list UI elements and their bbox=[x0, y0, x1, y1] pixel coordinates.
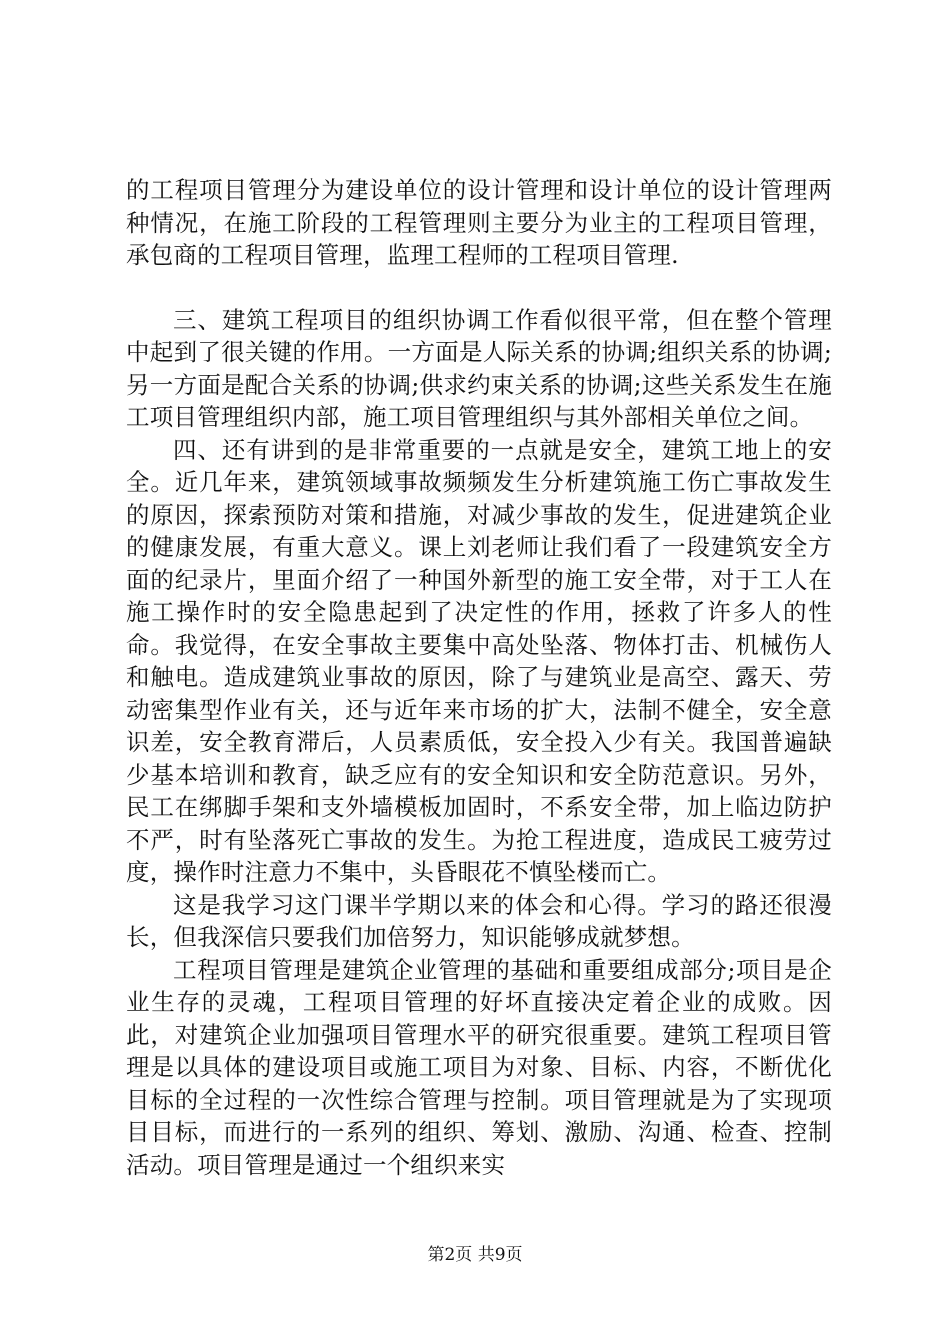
paragraph-continuation: 的工程项目管理分为建设单位的设计管理和设计单位的设计管理两种情况，在施工阶段的工程管理则主要分为业主的工程项目管理，承包商的工程项目管理，监理工程师的工程项目管理. bbox=[126, 176, 832, 269]
paragraph-gap bbox=[126, 272, 832, 304]
paragraph-project-management: 工程项目管理是建筑企业管理的基础和重要组成部分;项目是企业生存的灵魂，工程项目管理的好坏直接决定着企业的成败。因此，对建筑企业加强项目管理水平的研究很重要。建筑工程项目管理是以具体的建设项目或施工项目为对象、目标、内容，不断优化目标的全过程的一次性综合管理与控制。项目管理就是为了实现项目目标，而进行的一系列的组织、筹划、激励、沟通、检查、控制活动。项目管理是通过一个组织来实 bbox=[126, 955, 832, 1179]
paragraph-safety: 四、还有讲到的是非常重要的一点就是安全，建筑工地上的安全。近几年来，建筑领域事故频频发生分析建筑施工伤亡事故发生的原因，探索预防对策和措施，对减少事故的发生，促进建筑企业的健康发展，有重大意义。课上刘老师让我们看了一段建筑安全方面的纪录片，里面介绍了一种国外新型的施工安全带，对于工人在施工操作时的安全隐患起到了决定性的作用，拯救了许多人的性命。我觉得，在安全事故主要集中高处坠落、物体打击、机械伤人和触电。造成建筑业事故的原因，除了与建筑业是高空、露天、劳动密集型作业有关，还与近年来市场的扩大，法制不健全，安全意识差，安全教育滞后，人员素质低，安全投入少有关。我国普遍缺少基本培训和教育，缺乏应有的安全知识和安全防范意识。另外，民工在绑脚手架和支外墙模板加固时，不系安全带，加上临边防护不严，时有坠落死亡事故的发生。为抢工程进度，造成民工疲劳过度，操作时注意力不集中，头昏眼花不慎坠楼而亡。 bbox=[126, 435, 832, 886]
paragraph-reflection: 这是我学习这门课半学期以来的体会和心得。学习的路还很漫长，但我深信只要我们加倍努力，知识能够成就梦想。 bbox=[126, 890, 832, 951]
page-number-footer: 第2页 共9页 bbox=[427, 1245, 523, 1265]
document-body bbox=[126, 174, 832, 1181]
paragraph-coordination: 三、建筑工程项目的组织协调工作看似很平常，但在整个管理中起到了很关键的作用。一方面是人际关系的协调;组织关系的协调;另一方面是配合关系的协调;供求约束关系的协调;这些关系发生在施工项目管理组织内部，施工项目管理组织与其外部相关单位之间。 bbox=[126, 305, 832, 431]
